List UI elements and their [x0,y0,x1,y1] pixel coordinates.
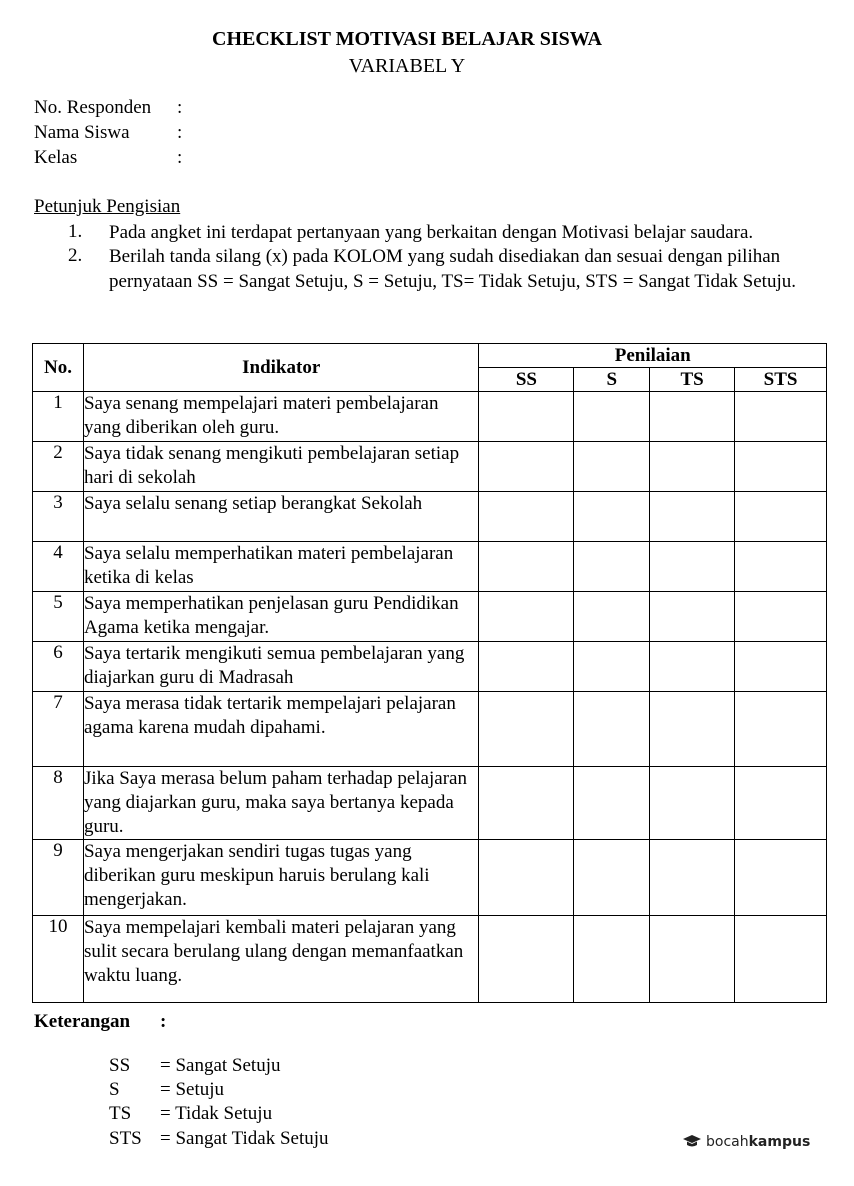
table-row [33,542,827,592]
row-indicator: Saya mengerjakan sendiri tugas tugas yang diberikan guru meskipun haruis berulang kali mengerjakan. [83,840,479,916]
rating-cell-s[interactable] [574,692,650,767]
rating-cell-ss[interactable] [479,492,574,542]
legend-desc: = Sangat Setuju [160,1055,281,1076]
logo-text-bold: kampus [748,1134,811,1150]
row-number: 4 [33,542,84,592]
rating-cell-ss[interactable] [479,442,574,492]
rating-cell-ss[interactable] [479,692,574,767]
rating-cell-ts[interactable] [650,392,735,442]
rating-cell-ts[interactable] [650,840,735,916]
identity-kelas [34,147,182,169]
legend-desc: = Sangat Tidak Setuju [160,1128,329,1149]
questionnaire-table [32,343,827,1003]
legend-item [109,1103,272,1125]
instruction-number: 2. [68,245,83,266]
legend-desc: = Tidak Setuju [160,1103,273,1124]
instruction-number: 1. [68,221,83,242]
rating-cell-s[interactable] [574,592,650,642]
table-row [33,442,827,492]
table-row [33,916,827,1003]
legend-abbr: TS [109,1103,132,1124]
row-indicator: Saya mempelajari kembali materi pelajaran yang sulit secara berulang ulang dengan memanfaatkan waktu luang. [83,916,479,1003]
logo-text-light: bocah [706,1134,749,1150]
rating-cell-ts[interactable] [650,542,735,592]
identity-label: No. Responden [34,97,152,118]
row-number: 9 [33,840,84,916]
rating-cell-ts[interactable] [650,592,735,642]
row-number: 7 [33,692,84,767]
row-number: 8 [33,767,84,840]
rating-cell-sts[interactable] [735,542,827,592]
instructions-heading: Petunjuk Pengisian [34,196,181,217]
rating-cell-s[interactable] [574,542,650,592]
rating-cell-ss[interactable] [479,592,574,642]
rating-cell-sts[interactable] [735,592,827,642]
legend-colon: : [160,1011,167,1032]
rating-cell-sts[interactable] [735,392,827,442]
row-indicator: Saya tidak senang mengikuti pembelajaran setiap hari di sekolah [83,442,479,492]
rating-cell-s[interactable] [574,767,650,840]
identity-nama [34,122,182,144]
table-row [33,592,827,642]
rating-cell-sts[interactable] [735,916,827,1003]
legend-heading: Keterangan [34,1011,131,1032]
row-indicator: Jika Saya merasa belum paham terhadap pelajaran yang diajarkan guru, maka saya bertanya kepada guru. [83,767,479,840]
identity-responden [34,97,182,119]
row-indicator: Saya memperhatikan penjelasan guru Pendidikan Agama ketika mengajar. [83,592,479,642]
bocahkampus-logo [682,1134,810,1150]
legend-abbr: SS [109,1055,131,1076]
legend-desc: = Setuju [160,1079,225,1100]
header-option-ss: SS [479,368,574,392]
rating-cell-ts[interactable] [650,692,735,767]
identity-label: Nama Siswa [34,122,130,143]
rating-cell-sts[interactable] [735,642,827,692]
identity-label: Kelas [34,147,78,168]
rating-cell-ts[interactable] [650,767,735,840]
identity-sep: : [177,147,183,168]
rating-cell-sts[interactable] [735,692,827,767]
table-row [33,492,827,542]
rating-cell-ts[interactable] [650,916,735,1003]
rating-cell-s[interactable] [574,492,650,542]
table-row [33,692,827,767]
legend-abbr: S [109,1079,120,1100]
row-indicator: Saya selalu senang setiap berangkat Sekolah [83,492,479,542]
rating-cell-s[interactable] [574,642,650,692]
rating-cell-s[interactable] [574,916,650,1003]
document-subtitle: VARIABEL Y [348,55,466,77]
header-option-sts: STS [735,368,827,392]
identity-sep: : [177,97,183,118]
row-number: 5 [33,592,84,642]
table-row [33,840,827,916]
row-indicator: Saya senang mempelajari materi pembelajaran yang diberikan oleh guru. [83,392,479,442]
header-rating: Penilaian [479,344,827,368]
rating-cell-sts[interactable] [735,767,827,840]
rating-cell-ts[interactable] [650,642,735,692]
rating-cell-ss[interactable] [479,840,574,916]
rating-cell-s[interactable] [574,442,650,492]
legend-abbr: STS [109,1128,142,1149]
header-option-ts: TS [650,368,735,392]
rating-cell-ss[interactable] [479,767,574,840]
rating-cell-s[interactable] [574,840,650,916]
rating-cell-s[interactable] [574,392,650,442]
legend-item [109,1055,281,1077]
row-indicator: Saya selalu memperhatikan materi pembelajaran ketika di kelas [83,542,479,592]
table-row [33,642,827,692]
legend-item [109,1079,224,1101]
graduation-cap-icon [682,1134,702,1150]
document-title: CHECKLIST MOTIVASI BELAJAR SISWA [212,28,602,50]
row-indicator: Saya merasa tidak tertarik mempelajari pelajaran agama karena mudah dipahami. [83,692,479,767]
row-number: 1 [33,392,84,442]
row-number: 6 [33,642,84,692]
rating-cell-sts[interactable] [735,492,827,542]
rating-cell-ts[interactable] [650,492,735,542]
rating-cell-ss[interactable] [479,392,574,442]
row-indicator: Saya tertarik mengikuti semua pembelajaran yang diajarkan guru di Madrasah [83,642,479,692]
legend-item [109,1128,329,1150]
header-no: No. [33,344,84,392]
instruction-text: Berilah tanda silang (x) pada KOLOM yang sudah disediakan dan sesuai dengan pilihan pernyataan SS = Sangat Setuju, S = Setuju, TS= Tidak Setuju, STS = Sangat Tidak Setuju. [109,246,796,292]
rating-cell-ss[interactable] [479,916,574,1003]
rating-cell-sts[interactable] [735,840,827,916]
rating-cell-ss[interactable] [479,642,574,692]
rating-cell-sts[interactable] [735,442,827,492]
rating-cell-ts[interactable] [650,442,735,492]
row-number: 10 [33,916,84,1003]
identity-sep: : [177,122,183,143]
row-number: 3 [33,492,84,542]
row-number: 2 [33,442,84,492]
table-row [33,767,827,840]
table-row [33,392,827,442]
instruction-text: Pada angket ini terdapat pertanyaan yang berkaitan dengan Motivasi belajar saudara. [109,222,754,243]
rating-cell-ss[interactable] [479,542,574,592]
header-indicator: Indikator [83,344,479,392]
header-option-s: S [574,368,650,392]
